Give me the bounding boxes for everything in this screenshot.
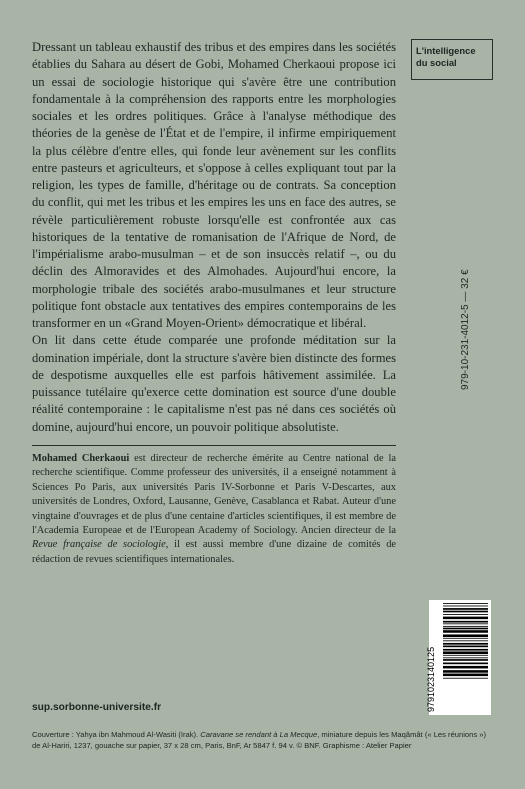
barcode-bar [443,608,488,610]
barcode-bar [443,666,488,669]
barcode-bar [443,651,488,654]
collection-label-box [411,39,493,80]
cover-credits [32,730,492,751]
back-cover-blurb [32,39,396,436]
collection-label-line-1: L'intelligence [416,45,476,56]
barcode-bar [443,628,488,630]
barcode-bar [443,678,488,679]
barcode-bar [443,630,488,633]
barcode-bar [443,638,488,639]
blurb-paragraph-1: Dressant un tableau exhaustif des tribus et des empires dans les sociétés établies du Sahara au désert de Gobi, Mohamed Cherkaoui propose ici un essai de sociologie historique qui s'avère être une contribution fondamentale à la compréhension des rapports entre les morphologies sociales et les ordres politiques. Grâce à l'analyse méthodique des théories de la genèse de l'État et de l'empire, il infirme empiriquement la plus célèbre d'entre elles, qui fonde leur avènement sur les conflits entre pasteurs et agriculteurs, et s'oppose à celles expliquant tout par la religion, les types de famille, d'héritage ou de contrats. Sa conception du conflit, qui met les tribus et les empires les uns en face des autres, se révèle particulièrement robuste lorsqu'elle est confrontée aux cas historiques de la tentative de romanisation de l'Afrique de Nord, de l'impérialisme arabo-musulman – et de son insuccès relatif –, ou du déclin des Almoravides et des Almohades. Aujourd'hui encore, la morphologie tribale des sociétés arabo-musulmanes et leur structure politique font obstacle aux tentatives des empires contemporains de les transformer en un «Grand Moyen-Orient» démocratique et libéral. [32,40,396,330]
barcode-bar [443,655,488,656]
barcode-bar [443,617,488,620]
barcode-bar [443,623,488,624]
barcode-bar [443,646,488,648]
barcode-bar [443,634,488,637]
barcode-bar [443,626,488,627]
barcode-bar [443,603,488,604]
author-bio [32,452,396,567]
barcode-bar [443,670,488,673]
barcode-bar [443,611,488,613]
barcode-bar [443,659,488,661]
author-name: Mohamed Cherkaoui [32,453,130,464]
barcode-bar [443,649,488,651]
section-divider [32,445,396,446]
barcode-bar [443,643,488,645]
isbn-price-text: 979-10-231-4012-5 — 32 € [460,269,471,390]
credits-work-title: Caravane se rendant à La Mecque [200,730,318,739]
collection-label-line-2: du social [416,56,457,68]
barcode-bar [443,621,488,623]
publisher-website-link[interactable]: sup.sorbonne-universite.fr [32,702,162,713]
credits-prefix: Couverture : Yahya ibn Mahmoud Al-Wasiti (Irak). [32,730,201,739]
barcode-bar [443,640,488,641]
author-bio-part-1: est directeur de recherche émérite au Centre national de la recherche scientifique. Comme professeur des universités, il a enseigné notamment à Sciences Po Paris, aux universités Paris IV-Sorbonne et Paris V-Descartes, aux universités de Londres, Oxford, Lausanne, Genève, Casablanca et Rabat. Auteur d'une vingtaine d'ouvrages et de plus d'une centaine d'articles scientifiques, il est membre de l'Academia Europeae et de l'European Academy of Sociology. Ancien directeur de la [32,453,396,537]
barcode-bar [443,614,488,615]
barcode-bar [443,674,488,677]
credits-suffix: , miniature depuis les Maqâmât (« Les réunions ») de Al-Hariri, 1237, gouache sur papier, 37 x 28 cm, Paris, BnF, Ar 5847 f. 94 v. © BNF. Graphisme : Atelier Papier [32,730,487,750]
barcode-graphic [426,600,491,715]
blurb-paragraph-2: On lit dans cette étude comparée une profonde méditation sur la domination impériale, dont la structure s'avère bien distincte des formes de despotisme auxquelles elle est parfois hâtivement assimilée. La puissance tutélaire qu'exerce cette domination est source d'une double réalité contemporaine : le capitalisme n'est pas né dans ces sociétés où domine, aujourd'hui encore, un pouvoir politique absolutiste. [32,333,396,434]
barcode-bar [443,606,488,607]
barcode-bar [443,663,488,665]
barcode-bar [443,657,488,658]
barcode-digits: 9791023140125 [426,646,436,712]
isbn-barcode [426,600,491,715]
author-bio-text [32,452,396,567]
journal-title: Revue française de sociologie [32,539,166,551]
author-bio-part-2: , il est aussi membre d'une dizaine de comités de rédaction de revues scientifiques internationales. [32,539,397,565]
